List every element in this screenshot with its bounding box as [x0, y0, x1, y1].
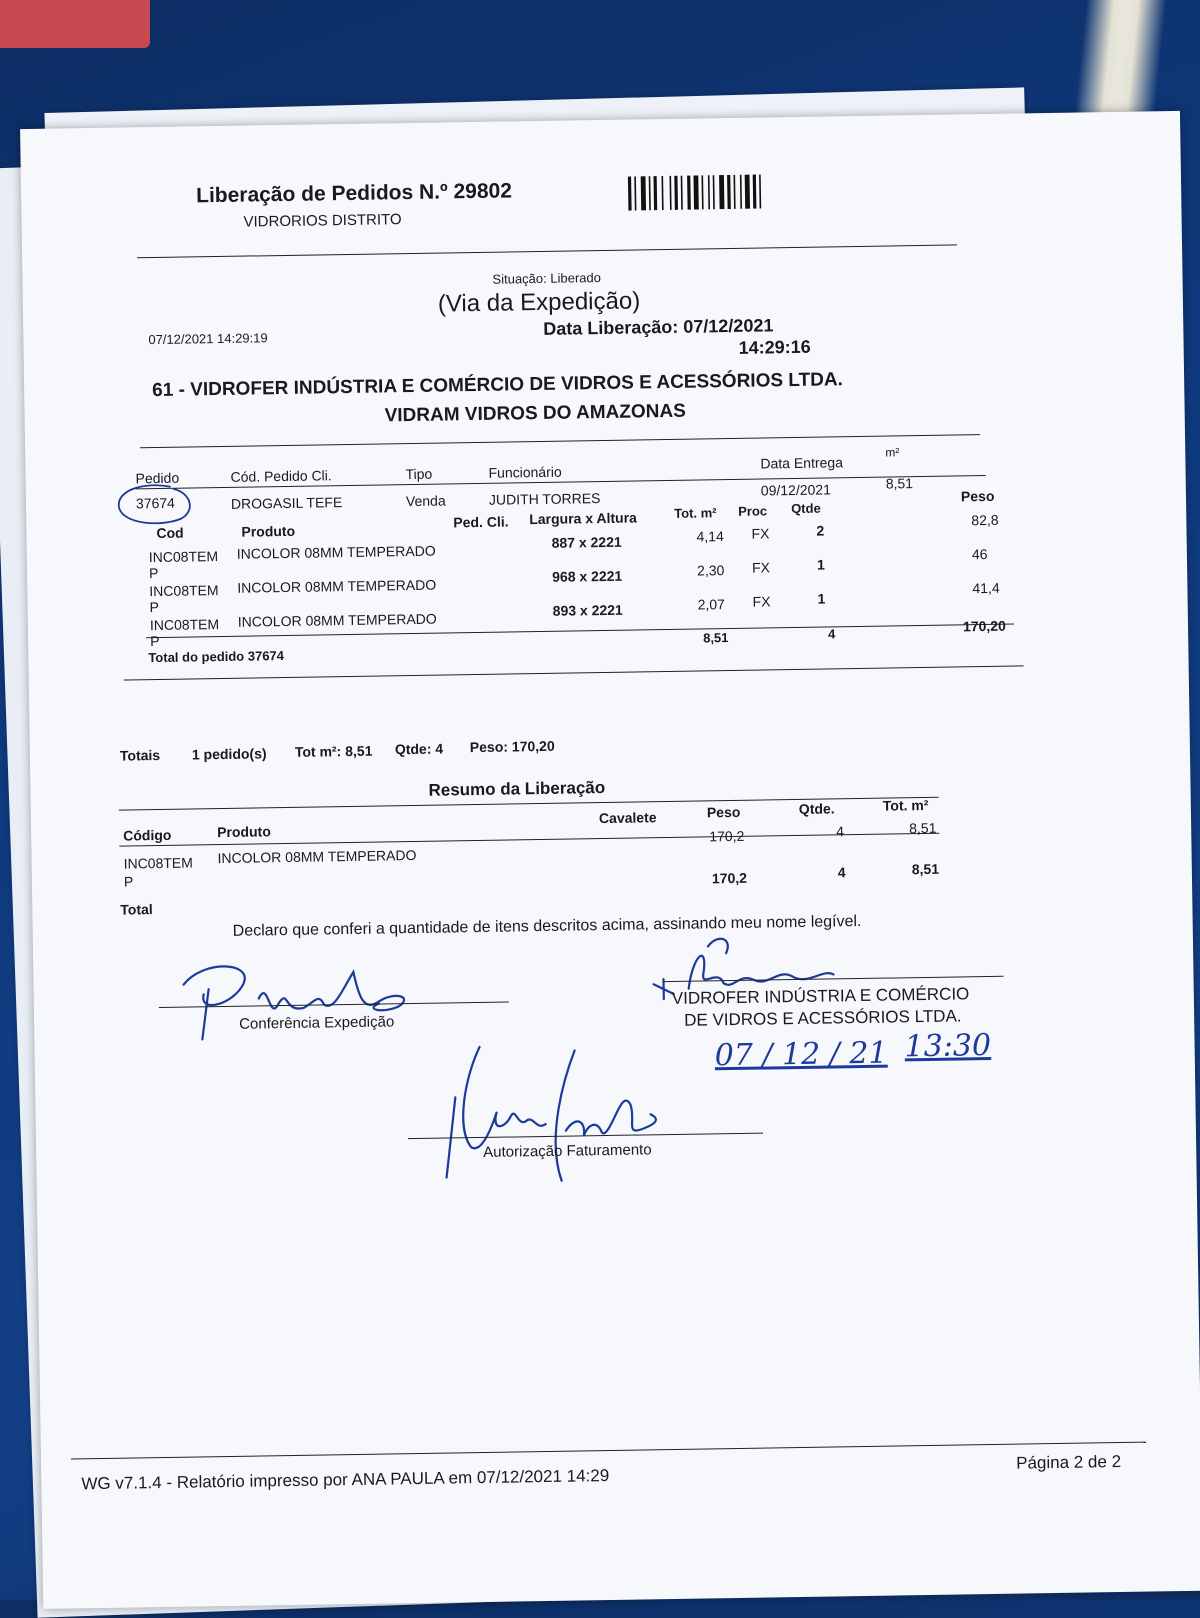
item-col-peso: Peso: [960, 487, 995, 505]
declaration-text: Declaro que conferi a quantidade de itens descritos acima, assinando meu nome legível.: [232, 912, 862, 940]
order-total-peso: 170,20: [962, 617, 1006, 635]
employee-name: JUDITH TORRES: [488, 490, 601, 508]
col-pedido: Pedido: [135, 469, 180, 487]
item-proc: FX: [752, 593, 771, 610]
summary-col-codigo: Código: [123, 826, 172, 844]
release-time: 14:29:16: [738, 336, 811, 358]
item-peso: 41,4: [972, 579, 1000, 597]
col-funcionario: Funcionário: [488, 463, 562, 481]
background-object: [0, 0, 150, 48]
company-sign-line2: DE VIDROS E ACESSÓRIOS LTDA.: [684, 1006, 962, 1030]
item-cod1: INC08TEM: [149, 616, 220, 634]
barcode: [626, 172, 772, 214]
item-dim: 887 x 2221: [551, 533, 622, 551]
totals-qtde: Qtde: 4: [394, 740, 444, 758]
item-col-cod: Cod: [156, 524, 184, 542]
client-name: 61 - VIDROFER INDÚSTRIA E COMÉRCIO DE VIDROS E ACESSÓRIOS LTDA.: [152, 369, 844, 402]
pen-circle-mark: [111, 478, 207, 529]
printed-timestamp: 07/12/2021 14:29:19: [148, 330, 268, 348]
summary-col-tot-m2: Tot. m²: [882, 796, 929, 814]
item-tot-m2: 2,30: [696, 562, 725, 579]
summary-row-peso: 170,2: [709, 827, 745, 845]
item-qtde: 2: [816, 522, 825, 539]
item-proc: FX: [751, 525, 770, 542]
col-tipo: Tipo: [405, 465, 433, 483]
summary-row-qtde: 4: [836, 823, 845, 840]
summary-col-produto: Produto: [217, 823, 271, 841]
footer-divider: [71, 1442, 1146, 1460]
col-m2: m²: [885, 445, 900, 460]
item-peso: 82,8: [971, 511, 999, 529]
order-total-qtde: 4: [827, 626, 836, 642]
order-total-m2: 8,51: [703, 630, 729, 646]
summary-col-cavalete: Cavalete: [598, 809, 657, 827]
col-data-entrega: Data Entrega: [760, 454, 844, 472]
summary-col-qtde: Qtde.: [798, 800, 835, 817]
summary-total-qtde: 4: [837, 864, 846, 881]
item-cod2: P: [149, 598, 160, 616]
handwritten-date: 07 / 12 / 21: [714, 1035, 888, 1074]
order-bottom-divider: [124, 665, 1024, 680]
summary-row-code-suffix: P: [123, 873, 134, 890]
footer-page-number: Página 2 de 2: [1015, 1451, 1122, 1473]
item-dim: 893 x 2221: [552, 601, 623, 619]
summary-total-label: Total: [120, 901, 153, 918]
delivery-date: 09/12/2021: [760, 481, 832, 499]
item-cod1: INC08TEM: [148, 548, 219, 566]
client-order-code: DROGASIL TEFE: [230, 494, 343, 512]
summary-row-m2: 8,51: [909, 819, 937, 837]
order-top-divider: [140, 434, 980, 448]
item-proc: FX: [751, 559, 771, 576]
item-cod1: INC08TEM: [149, 582, 219, 600]
summary-total-peso: 170,2: [711, 869, 748, 887]
totals-label: Totais: [119, 746, 161, 764]
item-tot-m2: 4,14: [696, 528, 724, 545]
item-produto: INCOLOR 08MM TEMPERADO: [237, 576, 437, 596]
autorizacao-label: Autorização Faturamento: [483, 1141, 652, 1161]
totals-m2: Tot m²: 8,51: [294, 742, 373, 760]
col-cod-pedido-cli: Cód. Pedido Cli.: [230, 467, 332, 485]
company-sign-line1: VIDROFER INDÚSTRIA E COMÉRCIO: [671, 984, 970, 1008]
header-divider: [137, 244, 957, 258]
item-peso: 46: [971, 545, 988, 563]
item-col-produto: Produto: [241, 522, 296, 540]
item-dim: 968 x 2221: [552, 567, 623, 585]
summary-col-peso: Peso: [706, 803, 741, 821]
footer-printed-by: WG v7.1.4 - Relatório impresso por ANA PAULA em 07/12/2021 14:29: [81, 1466, 610, 1494]
item-col-qtde: Qtde: [791, 500, 821, 517]
summary-title: Resumo da Liberação: [428, 778, 606, 800]
order-type: Venda: [405, 492, 446, 510]
client-trade-name: VIDRAM VIDROS DO AMAZONAS: [384, 400, 686, 427]
item-tot-m2: 2,07: [697, 596, 725, 613]
summary-row-product: INCOLOR 08MM TEMPERADO: [217, 846, 417, 867]
summary-total-m2: 8,51: [911, 860, 940, 878]
order-m2: 8,51: [885, 475, 914, 492]
item-cod2: P: [150, 632, 160, 650]
summary-row-code: INC08TEM: [123, 854, 193, 872]
company-name: VIDRORIOS DISTRITO: [243, 211, 402, 231]
item-cod2: P: [148, 564, 159, 582]
item-produto: INCOLOR 08MM TEMPERADO: [236, 542, 436, 562]
release-date: Data Liberação: 07/12/2021: [543, 315, 774, 339]
item-col-proc: Proc: [738, 503, 768, 519]
order-total-label: Total do pedido 37674: [148, 648, 285, 666]
conferencia-label: Conferência Expedição: [239, 1013, 395, 1033]
item-col-ped-cli: Ped. Cli.: [453, 513, 509, 531]
item-qtde: 1: [816, 556, 825, 573]
via-label: (Via da Expedição): [437, 287, 641, 318]
item-produto: INCOLOR 08MM TEMPERADO: [237, 610, 437, 630]
document-page: [20, 111, 1200, 1609]
item-col-tot-m2: Tot. m²: [674, 505, 717, 521]
status-text: Situação: Liberado: [492, 270, 602, 287]
document-title: Liberação de Pedidos N.º 29802: [195, 179, 513, 208]
handwritten-signature-autorizacao: [424, 1034, 686, 1188]
handwritten-time: 13:30: [904, 1027, 992, 1065]
totals-orders: 1 pedido(s): [191, 745, 267, 763]
item-col-dimensions: Largura x Altura: [529, 509, 637, 528]
item-qtde: 1: [817, 590, 826, 607]
totals-peso: Peso: 170,20: [469, 737, 555, 756]
order-number: 37674: [135, 494, 176, 512]
